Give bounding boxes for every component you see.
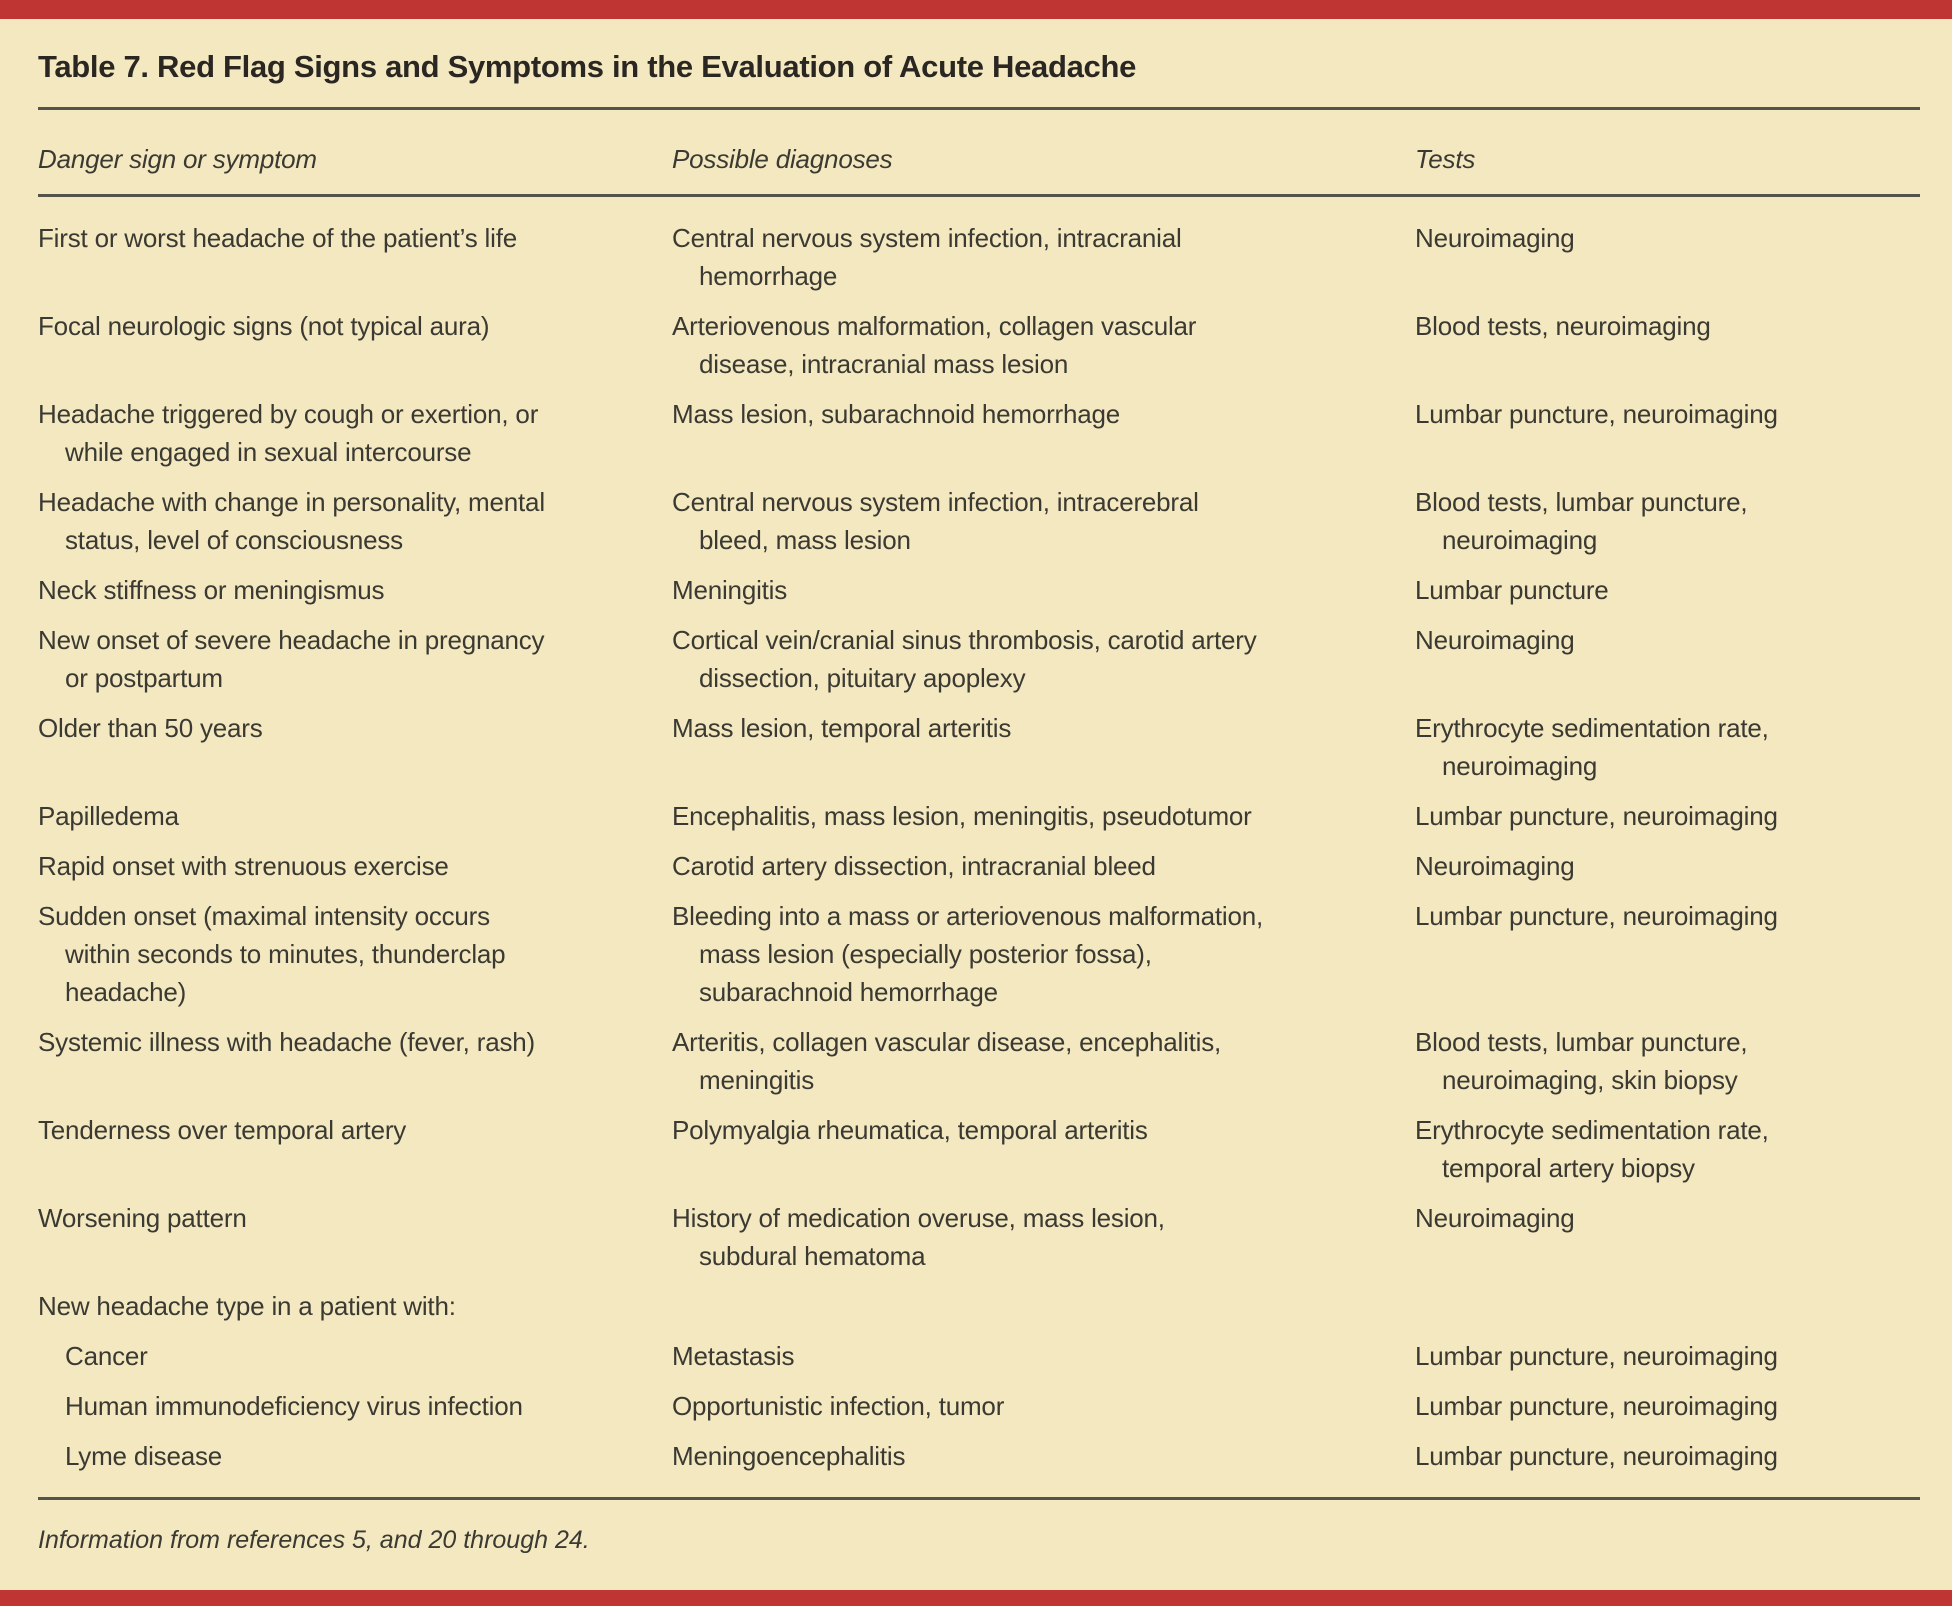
table-row — [38, 1337, 1920, 1375]
danger-sign-cell: Lyme disease — [65, 1441, 223, 1471]
tests-cell: Blood tests, lumbar puncture, neuroimaging, skin biopsy — [1415, 1027, 1748, 1095]
diagnoses-cell: Encephalitis, mass lesion, meningitis, pseudotumor — [672, 801, 1252, 831]
danger-sign-cell: Headache triggered by cough or exertion, or while engaged in sexual intercourse — [38, 399, 539, 467]
tests-cell: Neuroimaging — [1415, 223, 1575, 253]
table-row — [38, 797, 1920, 835]
table-row — [38, 219, 1920, 295]
tests-cell: Blood tests, neuroimaging — [1415, 311, 1711, 341]
tests-cell: Lumbar puncture, neuroimaging — [1415, 801, 1778, 831]
table-header-row — [38, 110, 1920, 194]
table-footnote: Information from references 5, and 20 through 24. — [38, 1526, 590, 1554]
danger-sign-cell: Systemic illness with headache (fever, rash) — [38, 1027, 535, 1057]
tests-cell: Lumbar puncture, neuroimaging — [1415, 1391, 1778, 1421]
danger-sign-cell: Papilledema — [38, 801, 179, 831]
top-accent-bar — [0, 0, 1952, 19]
diagnoses-cell: Central nervous system infection, intracerebral bleed, mass lesion — [672, 487, 1199, 555]
tests-cell: Blood tests, lumbar puncture, neuroimaging — [1415, 487, 1748, 555]
danger-sign-cell: Sudden onset (maximal intensity occurs within seconds to minutes, thunderclap headache) — [38, 901, 506, 1007]
danger-sign-cell: New headache type in a patient with: — [38, 1291, 456, 1321]
table-row — [38, 1023, 1920, 1099]
tests-cell: Erythrocyte sedimentation rate, temporal artery biopsy — [1415, 1115, 1769, 1183]
column-header-tests: Tests — [1415, 144, 1476, 174]
tests-cell: Lumbar puncture — [1415, 575, 1609, 605]
diagnoses-cell: Arteritis, collagen vascular disease, encephalitis, meningitis — [672, 1027, 1222, 1095]
danger-sign-cell: Headache with change in personality, mental status, level of consciousness — [38, 487, 545, 555]
table-row — [38, 483, 1920, 559]
table-row — [38, 1437, 1920, 1475]
danger-sign-cell: Focal neurologic signs (not typical aura) — [38, 311, 490, 341]
table-row — [38, 1199, 1920, 1275]
diagnoses-cell: Metastasis — [672, 1341, 795, 1371]
diagnoses-cell: Arteriovenous malformation, collagen vascular disease, intracranial mass lesion — [672, 311, 1197, 379]
diagnoses-cell: Opportunistic infection, tumor — [672, 1391, 1005, 1421]
table-row — [38, 709, 1920, 785]
diagnoses-cell: Meningoencephalitis — [672, 1441, 906, 1471]
table-row — [38, 897, 1920, 1011]
diagnoses-cell: Carotid artery dissection, intracranial bleed — [672, 851, 1156, 881]
table-row — [38, 395, 1920, 471]
diagnoses-cell: Polymyalgia rheumatica, temporal arteritis — [672, 1115, 1148, 1145]
tests-cell: Neuroimaging — [1415, 1203, 1575, 1233]
diagnoses-cell: History of medication overuse, mass lesion, subdural hematoma — [672, 1203, 1165, 1271]
table-row — [38, 571, 1920, 609]
diagnoses-cell: Meningitis — [672, 575, 788, 605]
danger-sign-cell: Tenderness over temporal artery — [38, 1115, 407, 1145]
table-title: Table 7. Red Flag Signs and Symptoms in the Evaluation of Acute Headache — [38, 49, 1137, 84]
danger-sign-cell: New onset of severe headache in pregnancy or postpartum — [38, 625, 545, 693]
tests-cell: Neuroimaging — [1415, 625, 1575, 655]
table-row — [38, 847, 1920, 885]
table-row — [38, 1387, 1920, 1425]
table-row-group-label — [38, 1287, 1920, 1325]
column-header-possible-diagnoses: Possible diagnoses — [672, 144, 893, 174]
column-header-danger-sign: Danger sign or symptom — [38, 144, 317, 174]
danger-sign-cell: Human immunodeficiency virus infection — [65, 1391, 523, 1421]
diagnoses-cell: Cortical vein/cranial sinus thrombosis, carotid artery dissection, pituitary apoplexy — [672, 625, 1257, 693]
danger-sign-cell: Worsening pattern — [38, 1203, 247, 1233]
danger-sign-cell: Neck stiffness or meningismus — [38, 575, 385, 605]
tests-cell: Lumbar puncture, neuroimaging — [1415, 901, 1778, 931]
table-figure — [0, 19, 1952, 1590]
danger-sign-cell: Rapid onset with strenuous exercise — [38, 851, 449, 881]
table-row — [38, 1111, 1920, 1187]
bottom-accent-bar — [0, 1590, 1952, 1606]
tests-cell: Neuroimaging — [1415, 851, 1575, 881]
danger-sign-cell: Cancer — [65, 1341, 148, 1371]
tests-cell: Lumbar puncture, neuroimaging — [1415, 1341, 1778, 1371]
diagnoses-cell: Central nervous system infection, intracranial hemorrhage — [672, 223, 1182, 291]
table-row — [38, 621, 1920, 697]
diagnoses-cell: Mass lesion, temporal arteritis — [672, 713, 1012, 743]
diagnoses-cell: Bleeding into a mass or arteriovenous malformation, mass lesion (especially posterior fossa), subarachnoid hemorrhage — [672, 901, 1263, 1007]
danger-sign-cell: Older than 50 years — [38, 713, 263, 743]
diagnoses-cell: Mass lesion, subarachnoid hemorrhage — [672, 399, 1121, 429]
table-body — [38, 197, 1920, 1487]
tests-cell: Lumbar puncture, neuroimaging — [1415, 1441, 1778, 1471]
table-row — [38, 307, 1920, 383]
tests-cell: Lumbar puncture, neuroimaging — [1415, 399, 1778, 429]
tests-cell: Erythrocyte sedimentation rate, neuroimaging — [1415, 713, 1769, 781]
danger-sign-cell: First or worst headache of the patient’s life — [38, 223, 517, 253]
